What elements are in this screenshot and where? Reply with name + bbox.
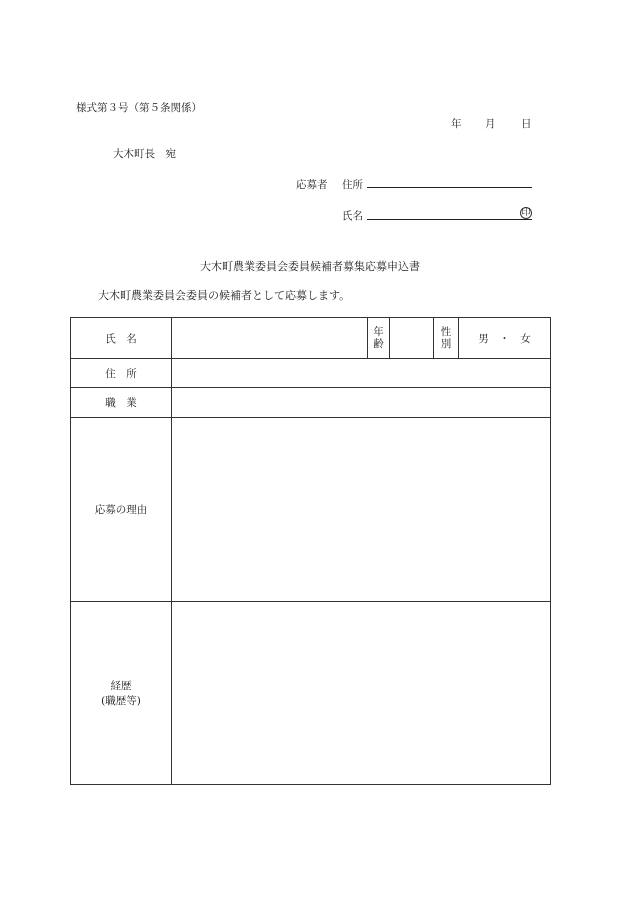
address-field[interactable] — [172, 359, 551, 388]
occupation-row — [71, 388, 551, 418]
age-label-1: 年 — [373, 326, 384, 338]
applicant-name-line[interactable] — [367, 219, 532, 220]
history-label — [71, 602, 172, 785]
applicant-label: 応募者 — [296, 179, 328, 191]
age-field[interactable] — [390, 318, 434, 359]
addressee: 大木町長 宛 — [113, 148, 176, 160]
name-field[interactable] — [172, 318, 368, 359]
reason-row — [71, 418, 551, 602]
document-title: 大木町農業委員会委員候補者募集応募申込書 — [200, 260, 420, 273]
gender-label — [434, 318, 459, 359]
address-label: 住 所 — [71, 359, 172, 388]
history-field[interactable] — [172, 602, 551, 785]
history-label-2: (職歴等) — [101, 695, 141, 707]
date-month-label: 月 — [485, 118, 496, 130]
gender-label-2: 別 — [440, 338, 452, 350]
reason-label: 応募の理由 — [71, 418, 172, 602]
age-label-2: 齢 — [373, 338, 384, 350]
applicant-address-label: 住所 — [342, 179, 363, 191]
applicant-address-line[interactable] — [367, 187, 532, 188]
form-number: 様式第３号（第５条関係） — [76, 102, 202, 114]
application-table — [70, 317, 551, 785]
gender-label-1: 性 — [440, 326, 452, 338]
date-year-label: 年 — [451, 118, 462, 130]
name-label: 氏 名 — [71, 318, 172, 359]
age-label — [368, 318, 390, 359]
applicant-name-label: 氏名 — [342, 210, 363, 222]
occupation-field[interactable] — [172, 388, 551, 418]
history-label-1: 経歴 — [110, 680, 132, 692]
name-row — [71, 318, 551, 359]
seal-mark: 印 — [521, 208, 531, 218]
address-row — [71, 359, 551, 388]
occupation-label: 職 業 — [71, 388, 172, 418]
history-row — [71, 602, 551, 785]
gender-options[interactable]: 男 ・ 女 — [459, 318, 551, 359]
date-day-label: 日 — [521, 118, 532, 130]
reason-field[interactable] — [172, 418, 551, 602]
application-statement: 大木町農業委員会委員の候補者として応募します。 — [98, 289, 351, 302]
